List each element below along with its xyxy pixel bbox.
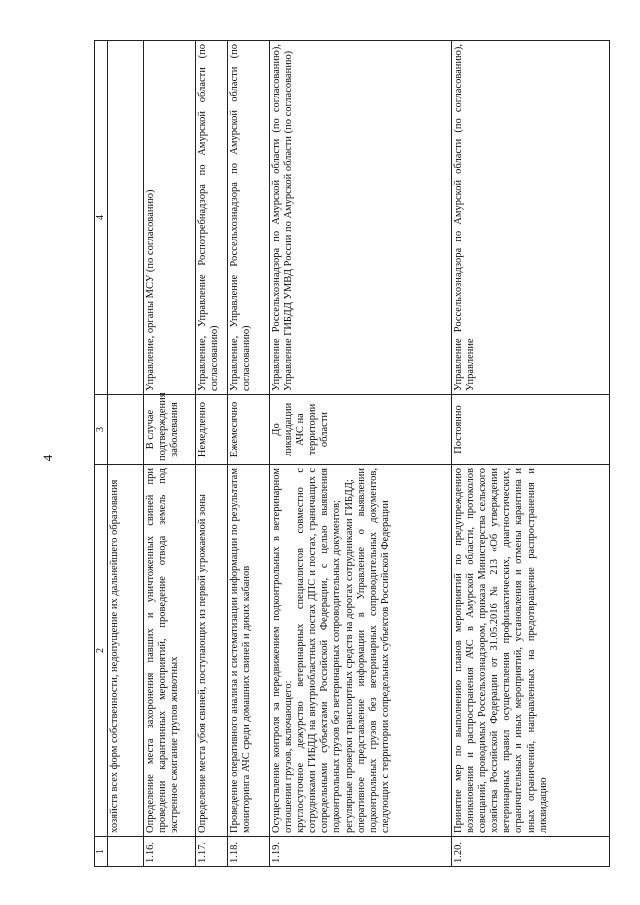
period-text: Ежемесячно: [227, 395, 269, 465]
page-number: 4: [40, 454, 55, 462]
row-number: 1.18.: [227, 837, 269, 867]
measure-paragraph: Принятие мер по выполнению планов мероприятий по предупреждению возникновения и распространения АЧС в Амурской области, протоколов совещаний, проводимых Россельхознадзором, приказа Министерства сельского хозяйства Российской Федерации от 31.05.2016 № 213 «Об утверждении ветеринарных правил осуществления профилактических, диагностических, ограничительных и иных мероприятий, установления и отмены карантина и иных ограничений, направленных на предотвращение распространения и ликвидацию: [452, 468, 549, 833]
header-col-1: 1: [95, 837, 108, 867]
measure-text: [195, 465, 227, 837]
row-number: [107, 837, 143, 867]
rotated-table-container: [94, 41, 608, 867]
row-number: 1.19.: [269, 837, 451, 867]
measure-text: [143, 465, 195, 837]
measure-text: [451, 465, 609, 837]
executor-text: Управление, Управление Россельхознадзора по Амурской области (по согласованию): [227, 41, 269, 395]
measure-paragraph: хозяйств всех форм собственности, недопущение их дальнейшего образования: [108, 479, 120, 833]
measure-paragraph: Определение места убоя свиней, поступающих из первой угрожаемой зоны: [196, 494, 208, 833]
measure-text: [227, 465, 269, 837]
measure-paragraph: оперативное представление информации в Управление о выявлении подконтрольных грузов без ветеринарных сопроводительных документов, следующих с территории сопредельных субъектов Российской Федерации: [355, 468, 392, 833]
period-text: В случае подтверждения заболевания: [143, 395, 195, 465]
measure-text: [269, 465, 451, 837]
row-number: 1.20.: [451, 837, 609, 867]
header-col-2: 2: [95, 465, 108, 837]
table-row: [143, 41, 195, 867]
measure-text: [107, 465, 143, 837]
executor-text: Управление, Управление Роспотребнадзора по Амурской области (по согласованию): [195, 41, 227, 395]
measure-paragraph: регулярные проверки транспортных средств на дорогах сотрудниками ГИБДД;: [343, 479, 355, 833]
period-text: [107, 395, 143, 465]
table-row: [195, 41, 227, 867]
executor-text: Управление, органы МСУ (по согласованию): [143, 41, 195, 395]
executor-text: Управление Россельхознадзора по Амурской области (по согласованию), Управление: [451, 41, 609, 395]
table-row: [107, 41, 143, 867]
table-row: [451, 41, 609, 867]
row-number: 1.16.: [143, 837, 195, 867]
table-header-row: [95, 41, 108, 867]
period-text: Немедленно: [195, 395, 227, 465]
measure-paragraph: круглосуточное дежурство ветеринарных специалистов совместно с сотрудниками ГИБДД на внутриобластных постах ДПС и постах, граничащих с сопредельными субъектами Российской Федерации, с целью выявления подконтрольных грузов без ветеринарных сопроводительных документов;: [294, 468, 343, 833]
row-number: 1.17.: [195, 837, 227, 867]
header-col-4: 4: [95, 41, 108, 395]
measure-paragraph: Проведение оперативного анализа и систематизации информации по результатам мониторинга АЧС среди домашних свиней и диких кабанов: [228, 468, 252, 833]
executor-text: [107, 41, 143, 395]
period-text: Постоянно: [451, 395, 609, 465]
executor-text: Управление Россельхознадзора по Амурской области (по согласованию), Управление ГИБДД УМВД России по Амурской области (по согласованию): [269, 41, 451, 395]
table-row: [269, 41, 451, 867]
measure-paragraph: Определение места захоронения павших и уничтоженных свиней при проведении карантинных мероприятий, проведение отвода земель под экстренное сжигание трупов животных: [144, 468, 180, 833]
period-text: До ликвидации АЧС на территории области: [269, 395, 451, 465]
table-row: [227, 41, 269, 867]
measures-table: [94, 40, 610, 867]
measure-paragraph: Осуществление контроля за передвижением подконтрольных в ветеринарном отношении грузов, включающего:: [270, 468, 294, 833]
header-col-3: 3: [95, 395, 108, 465]
